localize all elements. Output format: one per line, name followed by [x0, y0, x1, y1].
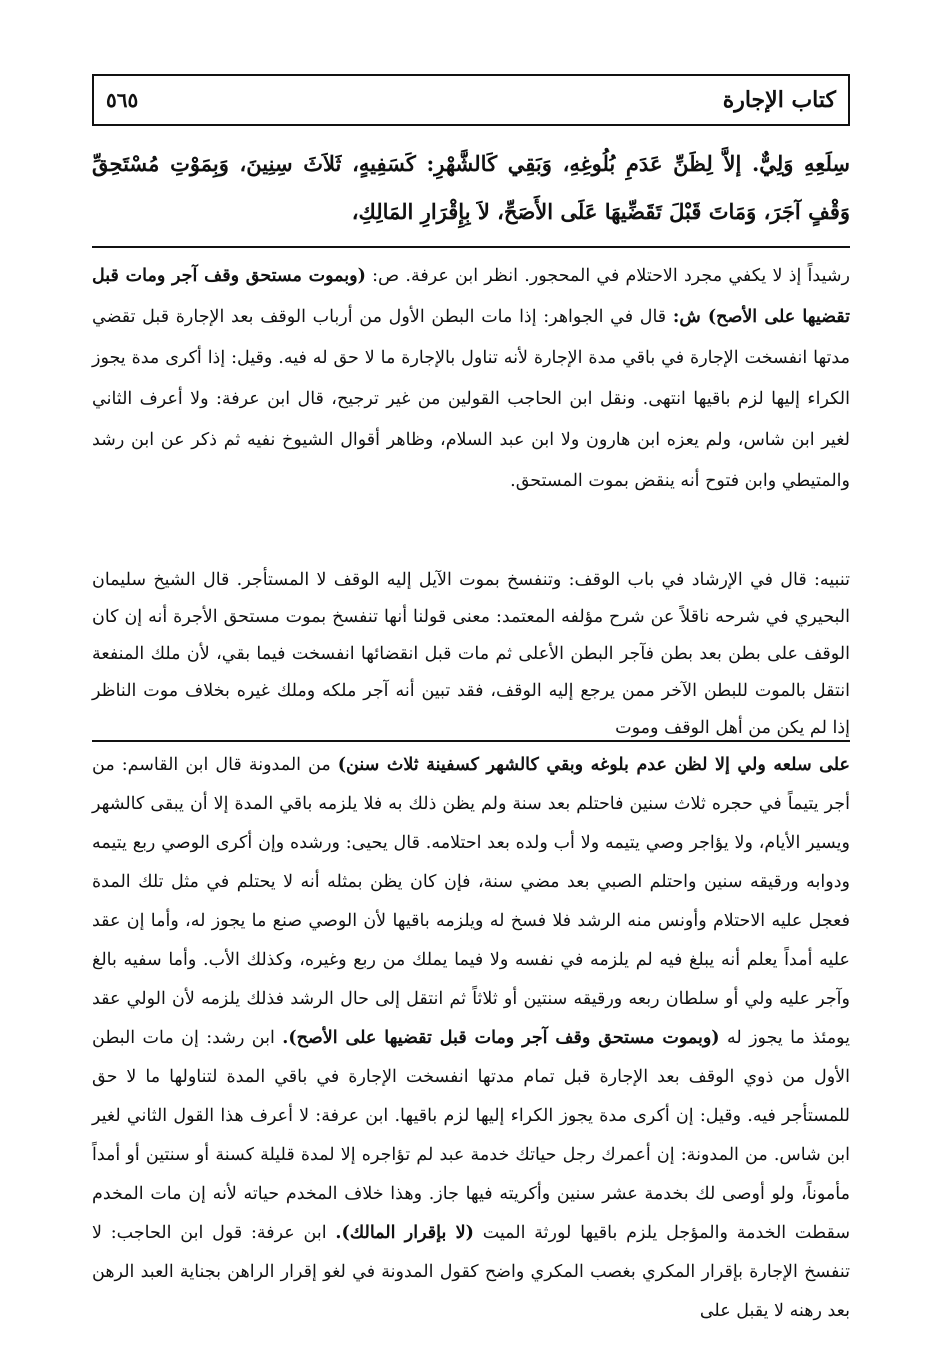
- divider-rule: [92, 246, 850, 248]
- commentary-paragraph-2: [92, 746, 850, 1331]
- page-number: ٥٦٥: [106, 88, 139, 112]
- commentary-text: قال في الجواهر: إذا مات البطن الأول من أرباب الوقف بعد الإجارة قبل تقضي مدتها انفسخت الإجارة في باقي مدة الإجارة لأنه تناول بالإجارة ما لا حق له فيه. وقيل: إذا أكرى مدة يجوز الكراء إليها لزم باقيها انتهى. ونقل ابن الحاجب القولين من غير ترجيح، قال ابن عرفة: ولا أعرف الثاني لغير ابن شاس، ولم يعزه ابن هارون ولا ابن عبد السلام، وظاهر أقوال الشيوخ نفيه ثم ذكر عن ابن رشد والمتيطي وابن فتوح أنه ينقض بموت المستحق.: [92, 307, 850, 491]
- commentary-quote: (وبموت مستحق وقف آجر ومات قبل تقضيها على الأصح) ش:: [92, 266, 850, 327]
- commentary-text: ابن رشد: إن مات البطن الأول من ذوي الوقف بعد الإجارة قبل تمام مدتها انفسخت الإجارة في باقي المدة لتناولها ما لا حق للمستأجر فيه. وقيل: إن أكرى مدة يجوز الكراء إليها لزم باقيها. ابن عرفة: لا أعرف هذا القول الثاني لغير ابن شاس. من المدونة: إن أعمرك رجل حياتك خدمة عبد لم تؤاجره إلا لمدة قليلة كسنة أو سنتين أو أمداً مأموناً، ولو أوصى لك بخدمة عشر سنين وأكريته فيها جاز. وهذا خلاف المخدم حياته لأنه إن مات المخدم سقطت الخدمة والمؤجل يلزم باقيها لورثة الميت: [92, 1028, 850, 1243]
- tanbih-paragraph: تنبيه: قال في الإرشاد في باب الوقف: وتنفسخ بموت الآيل إليه الوقف لا المستأجر. قال الشيخ سليمان البحيري في شرحه ناقلاً عن شرح مؤلفه المعتمد: معنى قولنا أنها تنفسخ بموت مستحق الأجرة أنه إن كان الوقف على بطن بعد بطن فآجر البطن الأعلى ثم مات قبل انقضائها انفسخت فيما بقي، لأن ملك المنفعة انتقل بالموت للبطن الآخر ممن يرجع إليه الوقف، فقد تبين أنه آجر ملكه وملك غيره بخلاف موت الناظر إذا لم يكن من أهل الوقف وموت: [92, 570, 850, 738]
- commentary-quote: (وبموت مستحق وقف آجر ومات قبل تقضيها على الأصح).: [282, 1028, 720, 1048]
- commentary-quote: على سلعه ولي إلا لظن عدم بلوغه وبقي كالشهر كسفينة ثلاث سنن): [337, 755, 850, 775]
- divider-rule: [92, 740, 850, 742]
- commentary-text: من المدونة قال ابن القاسم: من أجر يتيماً في حجره ثلاث سنين فاحتلم بعد سنة ولم يظن ذلك به فلا يلزمه باقي المدة إلا أن يبقى كالشهر ويسير الأيام، ولا يؤاجر وصي يتيمه ولا أب ولده بعد احتلامه. قال يحيى: ورشده وإن أكرى الوصي ربع يتيمه ودوابه ورقيقه سنين واحتلم الصبي بعد مضي سنة، فإن كان يظن بمثله أنه لا يحتلم في مثل تلك المدة فعجل عليه الاحتلام وأونس منه الرشد فلا فسخ له ويلزمه باقيها لأن الوصي صنع ما يجوز له، وأما إن عقد عليه أمداً يعلم أنه يبلغ فيه لم يلزمه في نفسه ولا فيما يملك من ربع وغيره، وكذلك الأب. وأما سفيه بالغ وآجر عليه ولي أو سلطان ربعه ورقيقه سنتين أو ثلاثاً ثم انتقل إلى حال الرشد فذلك يلزمه لأن الولي عقد يومئذ ما يجوز له: [92, 755, 850, 1048]
- commentary-paragraph-1: [92, 256, 850, 502]
- commentary-quote: (لا بإقرار المالك).: [335, 1223, 474, 1243]
- matn-text: سِلَعِهِ وَلِيٌّ. إلاَّ لِظَنِّ عَدَمِ بُلُوغِهِ، وَبَقِي كَالشَّهْرِ: كَسَفِيهٍ، ثَلاَثَ سِنِينَ، وَبِمَوْتِ مُسْتَحِقِّ وَقْفٍ آجَرَ، وَمَاتَ قَبْلَ تَقَضِّيهَا عَلَى الأَصَحِّ، لاَ بِإِقْرَارِ المَالِكِ،: [92, 151, 850, 224]
- page-header: [92, 74, 850, 126]
- commentary-text: رشيداً إذ لا يكفي مجرد الاحتلام في المحجور. انظر ابن عرفة. ص:: [365, 266, 851, 286]
- book-title: كتاب الإجارة: [722, 87, 836, 113]
- commentary-text: ابن عرفة: قول ابن الحاجب: لا تنفسخ الإجارة بإقرار المكري بغصب المكري واضح كقول المدونة في لغو إقرار الراهن بجناية العبد الرهن بعد رهنه لا يقبل على: [92, 1223, 850, 1321]
